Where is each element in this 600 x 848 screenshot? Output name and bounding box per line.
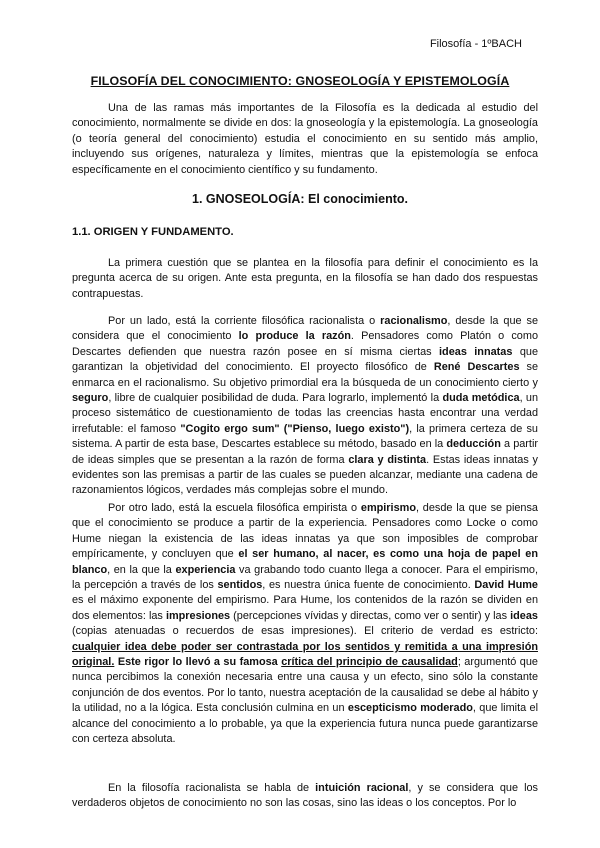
paragraph-origin: La primera cuestión que se plantea en la filosofía para definir el conocimiento es la pregunta acerca de su origen. Ante esta pregunta, en la filosofía se han dado dos respuestas contrapuestas. (72, 257, 538, 300)
section-title: 1. GNOSEOLOGÍA: El conocimiento. (192, 192, 408, 206)
paragraph-rational-intuition: En la filosofía racionalista se habla de intuición racional, y se considera que los verdaderos objetos de conocimiento no son las cosas, sino las ideas o los conceptos. Por lo (72, 782, 539, 810)
intro-paragraph: Una de las ramas más importantes de la Filosofía es la dedicada al estudio del conocimiento, normalmente se divide en dos: la gnoseología y la epistemología. La gnoseología (o teoría general del conocimiento) estudia el conocimiento en su sentido más amplio, incluyendo sus orígenes, naturaleza y límites, mientras que la epistemología se enfoca específicamente en el conocimiento científico y su fundamento. (72, 102, 538, 176)
paragraph-empiricism: Por otro lado, está la escuela filosófica empirista o empirismo, desde la que se piensa que el conocimiento se produce a partir de la experiencia. Pensadores como Locke o como Hume niegan la existencia de las ideas innatas ya que son imposibles de comprobar empíricamente, y concluyen que el ser humano, al nacer, es como una hoja de papel en blanco, en la que la experiencia va grabando todo cuanto llega a conocer. Para el empirismo, la percepción a través de los sentidos, es nuestra única fuente de conocimiento. David Hume es el máximo exponente del empirismo. Para Hume, los contenidos de la razón se dividen en dos elementos: las impresiones (percepciones vívidas y directas, como ver o sentir) y las ideas (copias atenuadas o recuerdos de esas impresiones). El criterio de verdad es estricto: cualquier idea debe poder ser contrastada por los sentidos y remitida a una impresión original. Este rigor lo llevó a su famosa crítica del principio de causalidad; argumentó que nunca percibimos la conexión necesaria entre una causa y un efecto, sino sólo la constante conjunción de dos eventos. Por lo tanto, nuestra aceptación de la causalidad se debe al hábito y la utilidad, no a la lógica. Esta conclusión culmina en un escepticismo moderado, que limita el alcance del conocimiento a lo probable, ya que la experiencia futura nunca puede garantizarse con certeza absoluta. (72, 502, 538, 746)
paragraph-rationalism: Por un lado, está la corriente filosófica racionalista o racionalismo, desde la que se considera que el conocimiento lo produce la razón. Pensadores como Platón o como Descartes defienden que nuestra razón posee en sí misma ciertas ideas innatas que garantizan la objetividad del conocimiento. El proyecto filosófico de René Descartes se enmarca en el racionalismo. Su objetivo primordial era la búsqueda de un conocimiento cierto y seguro, libre de cualquier posibilidad de duda. Para lograrlo, implementó la duda metódica, un proceso sistemático de cuestionamiento de todas las creencias hasta encontrar una verdad irrefutable: el famoso "Cogito ergo sum" ("Pienso, luego existo"), la primera certeza de su sistema. A partir de esta base, Descartes establece su método, basado en la deducción a partir de ideas simples que se presentan a la razón de forma clara y distinta. Estas ideas innatas y evidentes son las premisas a partir de las cuales se pueden alcanzar, mediante una cadena de razonamientos lógicos, verdades más complejas sobre el mundo. (72, 315, 539, 497)
subsection-title: 1.1. ORIGEN Y FUNDAMENTO. (72, 226, 234, 238)
course-header: Filosofía - 1ºBACH (429, 38, 522, 50)
document-title: FILOSOFÍA DEL CONOCIMIENTO: GNOSEOLOGÍA Y EPISTEMOLOGÍA (90, 74, 510, 88)
